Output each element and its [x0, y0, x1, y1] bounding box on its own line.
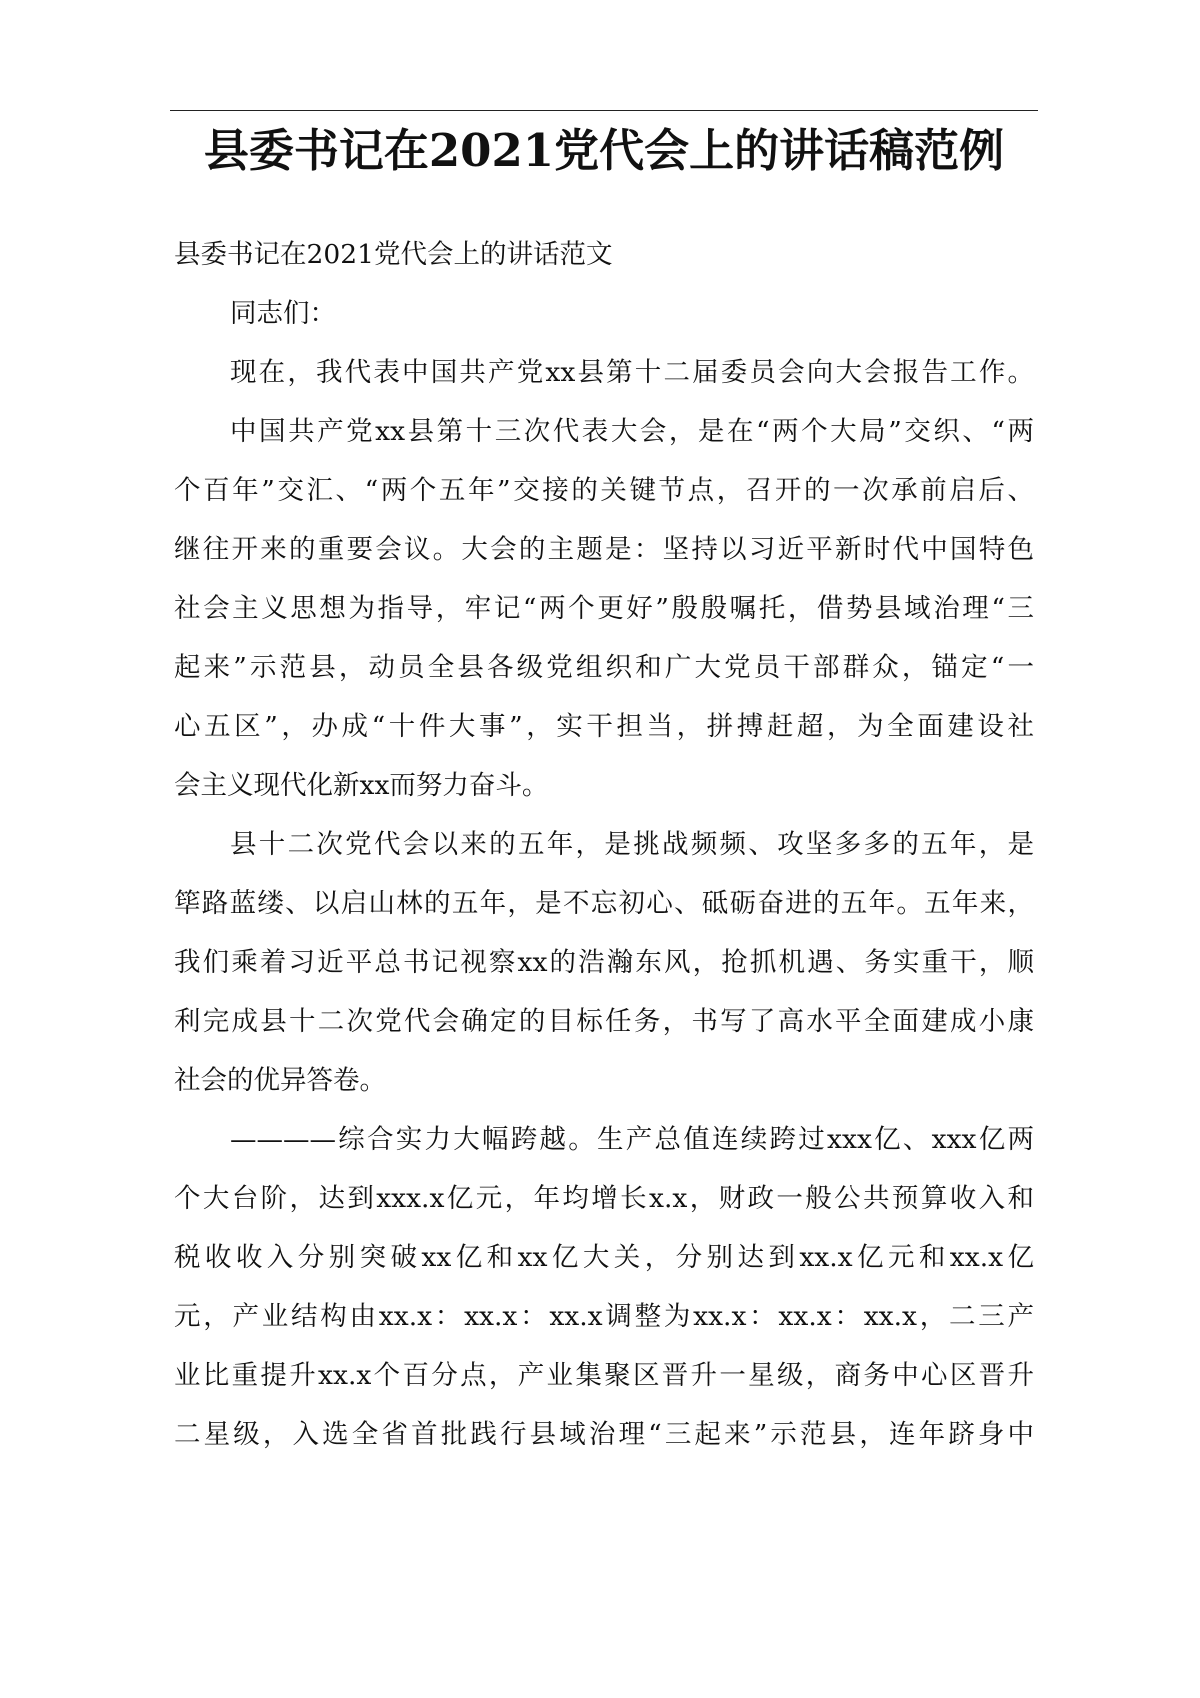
body-line: 社会的优异答卷。	[174, 1065, 386, 1096]
body-line: 我们乘着习近平总书记视察xx的浩瀚东风，抢抓机遇、务实重干，顺	[174, 947, 1034, 978]
body-line: 心五区”，办成“十件大事”，实干担当，拼搏赶超，为全面建设社	[174, 711, 1034, 742]
body-line: 会主义现代化新xx而努力奋斗。	[174, 770, 549, 801]
header-rule	[170, 110, 1038, 111]
body-line: 个百年”交汇、“两个五年”交接的关键节点，召开的一次承前启后、	[174, 475, 1034, 506]
salutation-line: 同志们：	[230, 298, 336, 329]
body-line: 现在，我代表中国共产党xx县第十二届委员会向大会报告工作。	[230, 357, 1034, 388]
body-line: 起来”示范县，动员全县各级党组织和广大党员干部群众，锚定“一	[174, 652, 1034, 683]
body-line: 二星级，入选全省首批践行县域治理“三起来”示范县，连年跻身中	[174, 1419, 1034, 1450]
body-line: 继往开来的重要会议。大会的主题是：坚持以习近平新时代中国特色	[174, 534, 1034, 565]
body-line: 中国共产党xx县第十三次代表大会，是在“两个大局”交织、“两	[230, 416, 1034, 447]
document-title: 县委书记在2021党代会上的讲话稿范例	[203, 124, 1005, 177]
body-line: 社会主义思想为指导，牢记“两个更好”殷殷嘱托，借势县域治理“三	[174, 593, 1034, 624]
body-line: 个大台阶，达到xxx.x亿元，年均增长x.x，财政一般公共预算收入和	[174, 1183, 1034, 1214]
body-line: 筚路蓝缕、以启山林的五年，是不忘初心、砥砺奋进的五年。五年来，	[174, 888, 1034, 919]
body-line: ————综合实力大幅跨越。生产总值连续跨过xxx亿、xxx亿两	[230, 1124, 1034, 1155]
body-line: 利完成县十二次党代会确定的目标任务，书写了高水平全面建成小康	[174, 1006, 1034, 1037]
body-line: 县十二次党代会以来的五年，是挑战频频、攻坚多多的五年，是	[230, 829, 1034, 860]
body-line: 元，产业结构由xx.x：xx.x：xx.x调整为xx.x：xx.x：xx.x，二三产	[174, 1301, 1034, 1332]
subtitle-line: 县委书记在2021党代会上的讲话范文	[174, 239, 613, 270]
body-line: 税收收入分别突破xx亿和xx亿大关，分别达到xx.x亿元和xx.x亿	[174, 1242, 1034, 1273]
body-line: 业比重提升xx.x个百分点，产业集聚区晋升一星级，商务中心区晋升	[174, 1360, 1034, 1391]
